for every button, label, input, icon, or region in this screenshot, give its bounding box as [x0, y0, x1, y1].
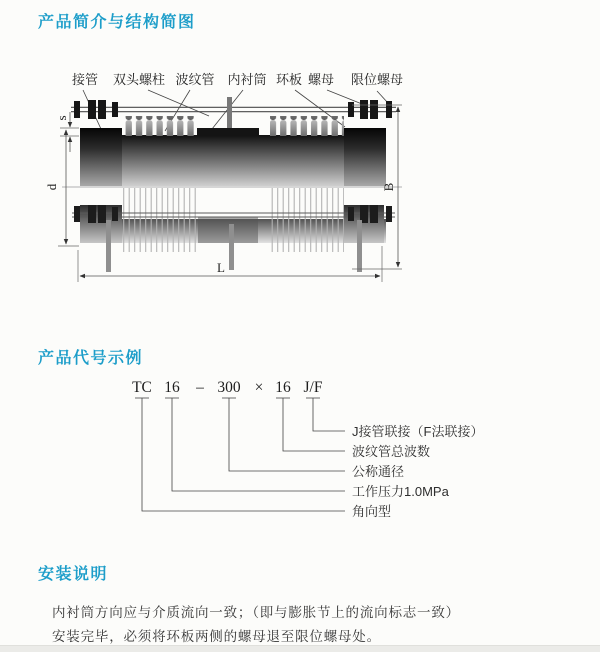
part-label-bowenguan: 波纹管: [175, 72, 215, 87]
install-instruction-2: 安装完毕，必须将环板两侧的螺母退至限位螺母处。: [52, 629, 381, 644]
bellows-hidden-right: [270, 188, 344, 252]
part-label-shuangtou: 双头螺柱: [112, 72, 166, 87]
bellows-hidden-left: [122, 188, 196, 252]
section-title-code: 产品代号示例: [38, 350, 144, 367]
code-seg-times: ×: [254, 379, 264, 396]
dim-label-l: L: [217, 260, 225, 275]
code-anno-dn: 公称通径: [352, 464, 405, 479]
dim-label-d: d: [44, 183, 59, 191]
code-seg-pressure: 16: [164, 379, 180, 396]
bellows-shell: [122, 135, 346, 186]
product-code: [132, 379, 483, 519]
pipe-end-right: [344, 128, 386, 186]
part-label-xianwei: 限位螺母: [350, 72, 404, 87]
bellows-right: [270, 116, 344, 136]
part-label-jieguan: 接管: [71, 72, 99, 87]
code-seg-dash: –: [196, 379, 204, 396]
code-anno-joint: J接管联接（F法联接）: [352, 424, 484, 439]
dim-label-b: B: [381, 182, 396, 192]
tie-rod-top: [71, 100, 396, 119]
pipe-end-left: [80, 128, 122, 186]
dim-label-s: s: [54, 115, 69, 121]
part-label-huanban: 环板: [275, 72, 303, 87]
center-stud-top: [227, 97, 232, 128]
section-title-intro: 产品简介与结构简图: [38, 14, 196, 31]
center-spool: [197, 128, 259, 136]
dim-d: [58, 130, 79, 246]
code-seg-waves: 16: [275, 379, 291, 396]
code-seg-type: TC: [132, 379, 152, 396]
part-label-neichentong: 内衬筒: [227, 72, 267, 87]
joint-body-top: [80, 97, 386, 186]
code-callout-lines: [135, 398, 345, 511]
code-seg-joint: J/F: [303, 379, 323, 396]
joint-body-bottom: [72, 188, 395, 272]
center-spool-bottom: [198, 217, 258, 243]
install-instruction-1: 内衬筒方向应与介质流向一致；（即与膨胀节上的流向标志一致）: [52, 605, 460, 620]
code-anno-pressure: 工作压力1.0MPa: [352, 484, 449, 499]
section-title-install: 安装说明: [38, 566, 109, 583]
page-bottom-edge: [0, 645, 600, 652]
bellows-left: [122, 116, 196, 136]
code-anno-type: 角向型: [352, 504, 392, 519]
part-label-luomu: 螺母: [307, 72, 335, 87]
code-anno-waves: 波纹管总波数: [352, 444, 431, 459]
code-seg-dn: 300: [217, 379, 241, 396]
